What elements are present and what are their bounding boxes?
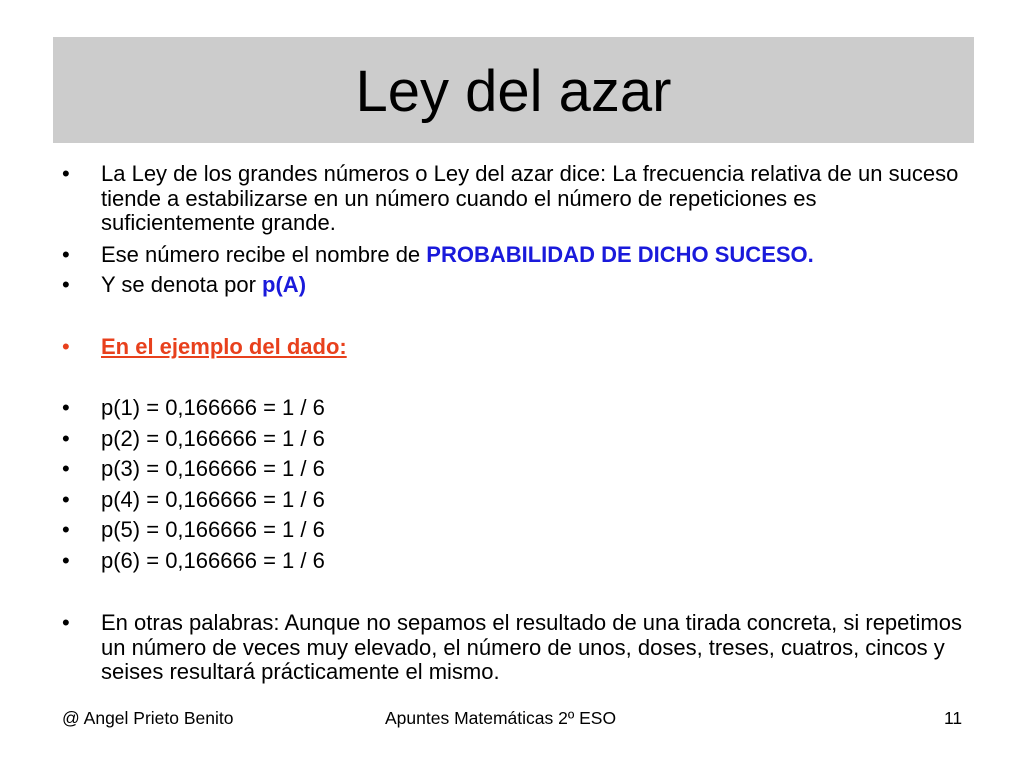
probability-line: p(1) = 0,166666 = 1 / 6 — [101, 395, 325, 420]
bullet-text — [101, 273, 963, 298]
slide-title: Ley del azar — [355, 59, 672, 124]
bullet-icon: • — [62, 395, 70, 420]
footer-course: Apuntes Matemáticas 2º ESO — [385, 708, 617, 728]
footer-author: @ Angel Prieto Benito — [62, 708, 234, 728]
bullet-text-prefix: Ese número recibe el nombre de — [101, 242, 427, 267]
probability-line: p(2) = 0,166666 = 1 / 6 — [101, 426, 325, 451]
probability-line: p(3) = 0,166666 = 1 / 6 — [101, 456, 325, 481]
probability-line: p(6) = 0,166666 = 1 / 6 — [101, 548, 325, 573]
bullet-text — [101, 243, 963, 268]
bullet-icon: • — [62, 426, 70, 451]
bullet-icon: • — [62, 487, 70, 512]
bullet-icon: • — [62, 161, 70, 186]
bullet-text: La Ley de los grandes números o Ley del azar dice: La frecuencia relativa de un suceso tiende a estabilizarse en un número cuando el número de repeticiones es suficientemente grande. — [101, 161, 959, 235]
probability-line: p(5) = 0,166666 = 1 / 6 — [101, 517, 325, 542]
bullet-text: En otras palabras: Aunque no sepamos el resultado de una tirada concreta, si repetimos un número de veces muy elevado, el número de unos, doses, treses, cuatros, cincos y seises resultará prácticamente el mismo. — [101, 610, 962, 684]
bullet-icon: • — [62, 456, 70, 481]
bullet-icon: • — [62, 272, 70, 297]
dice-example-heading: En el ejemplo del dado: — [101, 334, 347, 359]
highlight-probability: PROBABILIDAD DE DICHO SUCESO. — [426, 242, 814, 267]
bullet-text-prefix: Y se denota por — [101, 272, 263, 297]
highlight-notation: p(A) — [262, 272, 307, 297]
bullet-icon: • — [62, 242, 70, 267]
bullet-icon: • — [62, 610, 70, 635]
bullet-icon: • — [62, 334, 70, 359]
probability-line: p(4) = 0,166666 = 1 / 6 — [101, 487, 325, 512]
footer-page-number: 11 — [944, 708, 963, 728]
bullet-icon: • — [62, 548, 70, 573]
bullet-icon: • — [62, 517, 70, 542]
